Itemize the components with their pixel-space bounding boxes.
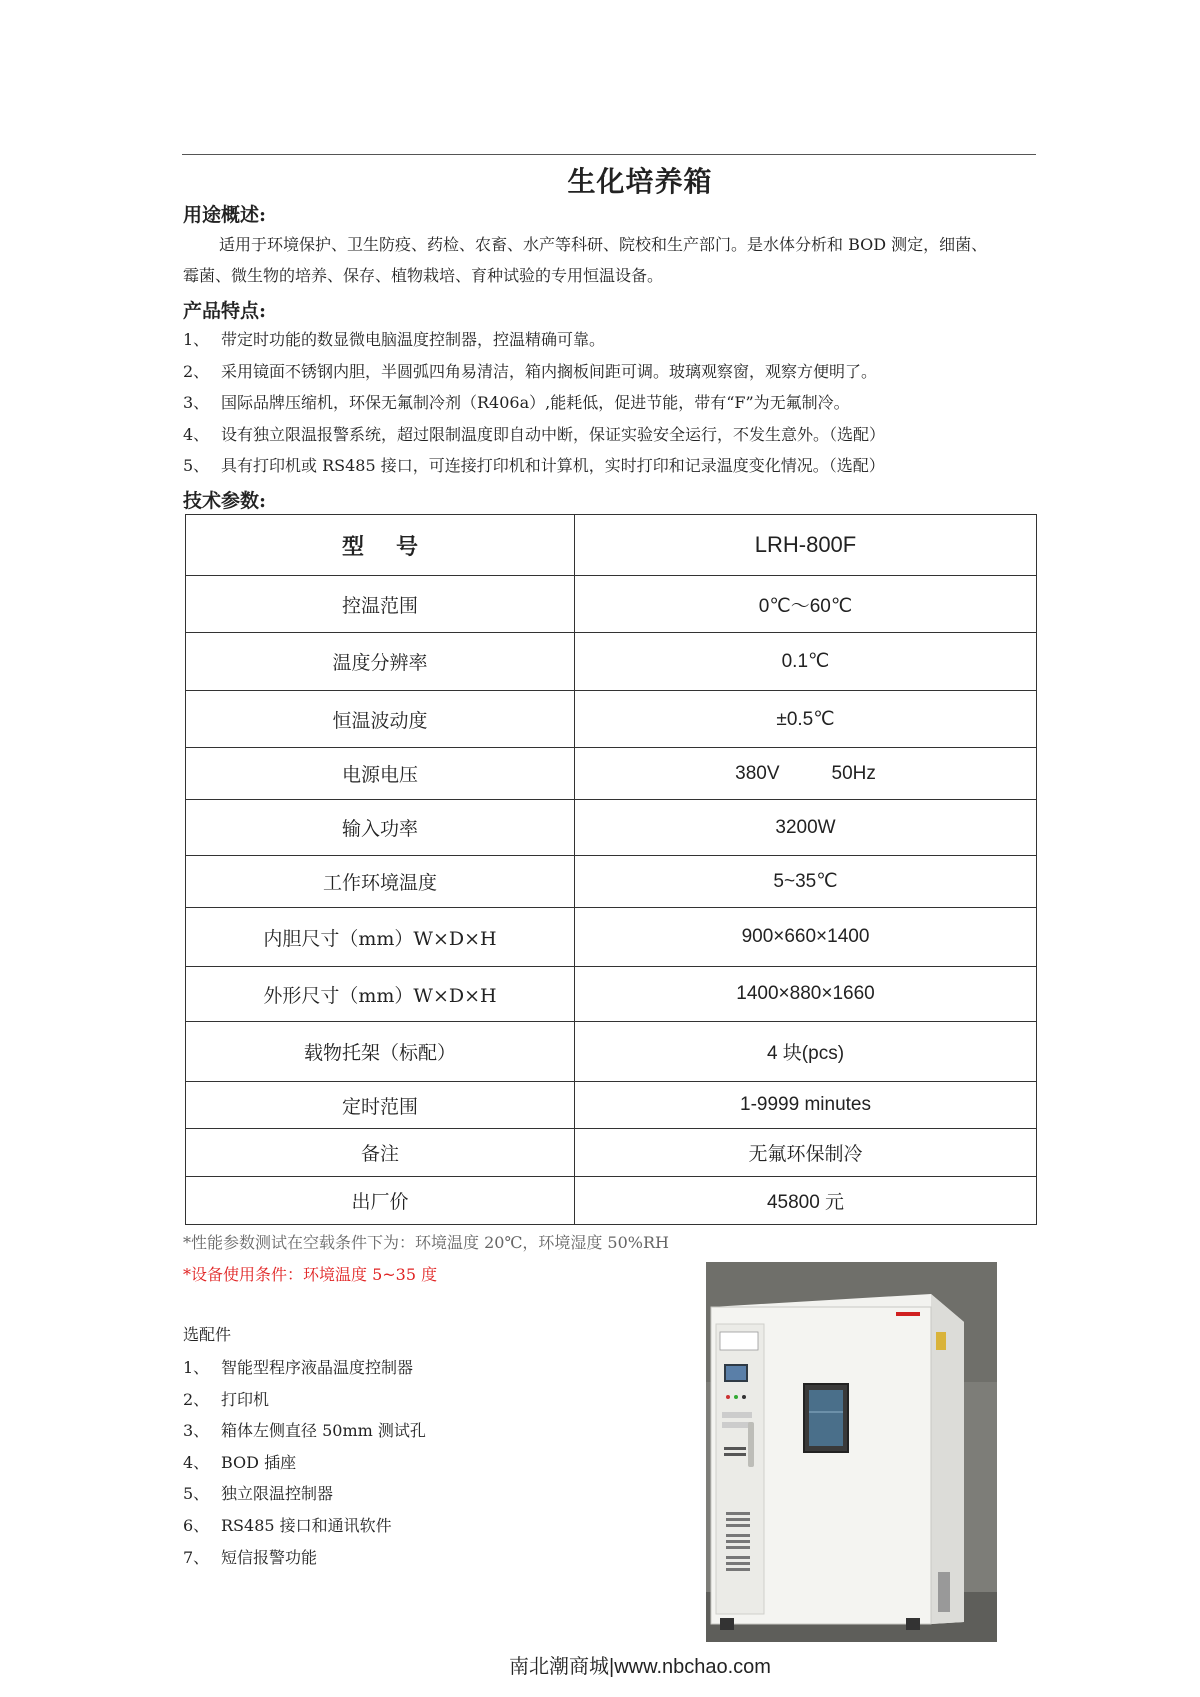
- list-item: 4、 设有独立限温报警系统，超过限制温度即自动中断，保证实验安全运行，不发生意外。（选配）: [183, 424, 886, 444]
- list-item: 3、 箱体左侧直径 50mm 测试孔: [183, 1421, 426, 1441]
- spec-table: [185, 514, 1037, 1225]
- list-item: 5、 独立限温控制器: [183, 1484, 334, 1504]
- table-row: 备注 无氟环保制冷: [186, 1129, 1037, 1177]
- frequency-value: 50Hz: [831, 762, 876, 784]
- usage-line-2: 霉菌、微生物的培养、保存、植物栽培、育种试验的专用恒温设备。: [183, 266, 664, 285]
- table-row: 控温范围 0℃～60℃: [186, 576, 1037, 633]
- table-row: 电源电压 380V 50Hz: [186, 748, 1037, 800]
- table-row: 出厂价 45800 元: [186, 1177, 1037, 1225]
- features-heading: 产品特点:: [183, 300, 267, 322]
- features-list: [183, 324, 885, 482]
- list-item: 3、 国际品牌压缩机，环保无氟制冷剂（R406a）,能耗低，促进节能，带有“F”为无氟制冷。: [183, 393, 850, 413]
- usage-line-1: 适用于环境保护、卫生防疫、药检、农畜、水产等科研、院校和生产部门。是水体分析和 BOD 测定，细菌、: [219, 235, 988, 254]
- incubator-illustration: [706, 1262, 997, 1642]
- options-list: [183, 1352, 426, 1573]
- test-condition-note: *性能参数测试在空载条件下为：环境温度 20℃，环境湿度 50%RH: [183, 1233, 669, 1252]
- page-title: 生化培养箱: [567, 165, 713, 198]
- table-row: 定时范围 1-9999 minutes: [186, 1082, 1037, 1129]
- list-item: 1、 带定时功能的数显微电脑温度控制器，控温精确可靠。: [183, 330, 606, 349]
- model-label: 型号: [186, 515, 575, 576]
- model-value: LRH-800F: [575, 515, 1037, 576]
- table-row: 输入功率 3200W: [186, 800, 1037, 856]
- table-row: 温度分辨率 0.1℃: [186, 633, 1037, 691]
- table-row: 外形尺寸（mm）W×D×H 1400×880×1660: [186, 967, 1037, 1022]
- header-rule: [182, 154, 1036, 155]
- list-item: 6、 RS485 接口和通讯软件: [183, 1515, 392, 1535]
- list-item: 4、 BOD 插座: [183, 1452, 297, 1472]
- table-row: 恒温波动度 ±0.5℃: [186, 691, 1037, 748]
- specs-heading: 技术参数:: [183, 490, 267, 512]
- table-header-row: [186, 515, 1037, 576]
- table-row: 工作环境温度 5~35℃: [186, 856, 1037, 908]
- list-item: 2、 采用镜面不锈钢内胆，半圆弧四角易清洁，箱内搁板间距可调。玻璃观察窗，观察方便明了。: [183, 361, 878, 381]
- table-row: 载物托架（标配） 4 块(pcs): [186, 1022, 1037, 1082]
- site-footer: 南北潮商城|www.nbchao.com: [509, 1656, 771, 1678]
- options-heading: 选配件: [183, 1325, 232, 1344]
- table-row: 内胆尺寸（mm）W×D×H 900×660×1400: [186, 908, 1037, 967]
- product-photo: [706, 1262, 997, 1642]
- list-item: 7、 短信报警功能: [183, 1547, 318, 1567]
- list-item: 5、 具有打印机或 RS485 接口，可连接打印机和计算机，实时打印和记录温度变化情况。（选配）: [183, 456, 885, 476]
- list-item: 2、 打印机: [183, 1389, 270, 1409]
- list-item: 1、 智能型程序液晶温度控制器: [183, 1358, 414, 1377]
- voltage-value: 380V: [735, 762, 780, 784]
- usage-heading: 用途概述:: [183, 204, 267, 226]
- usage-paragraph: [183, 229, 1103, 291]
- use-condition-note: *设备使用条件：环境温度 5~35 度: [183, 1265, 438, 1284]
